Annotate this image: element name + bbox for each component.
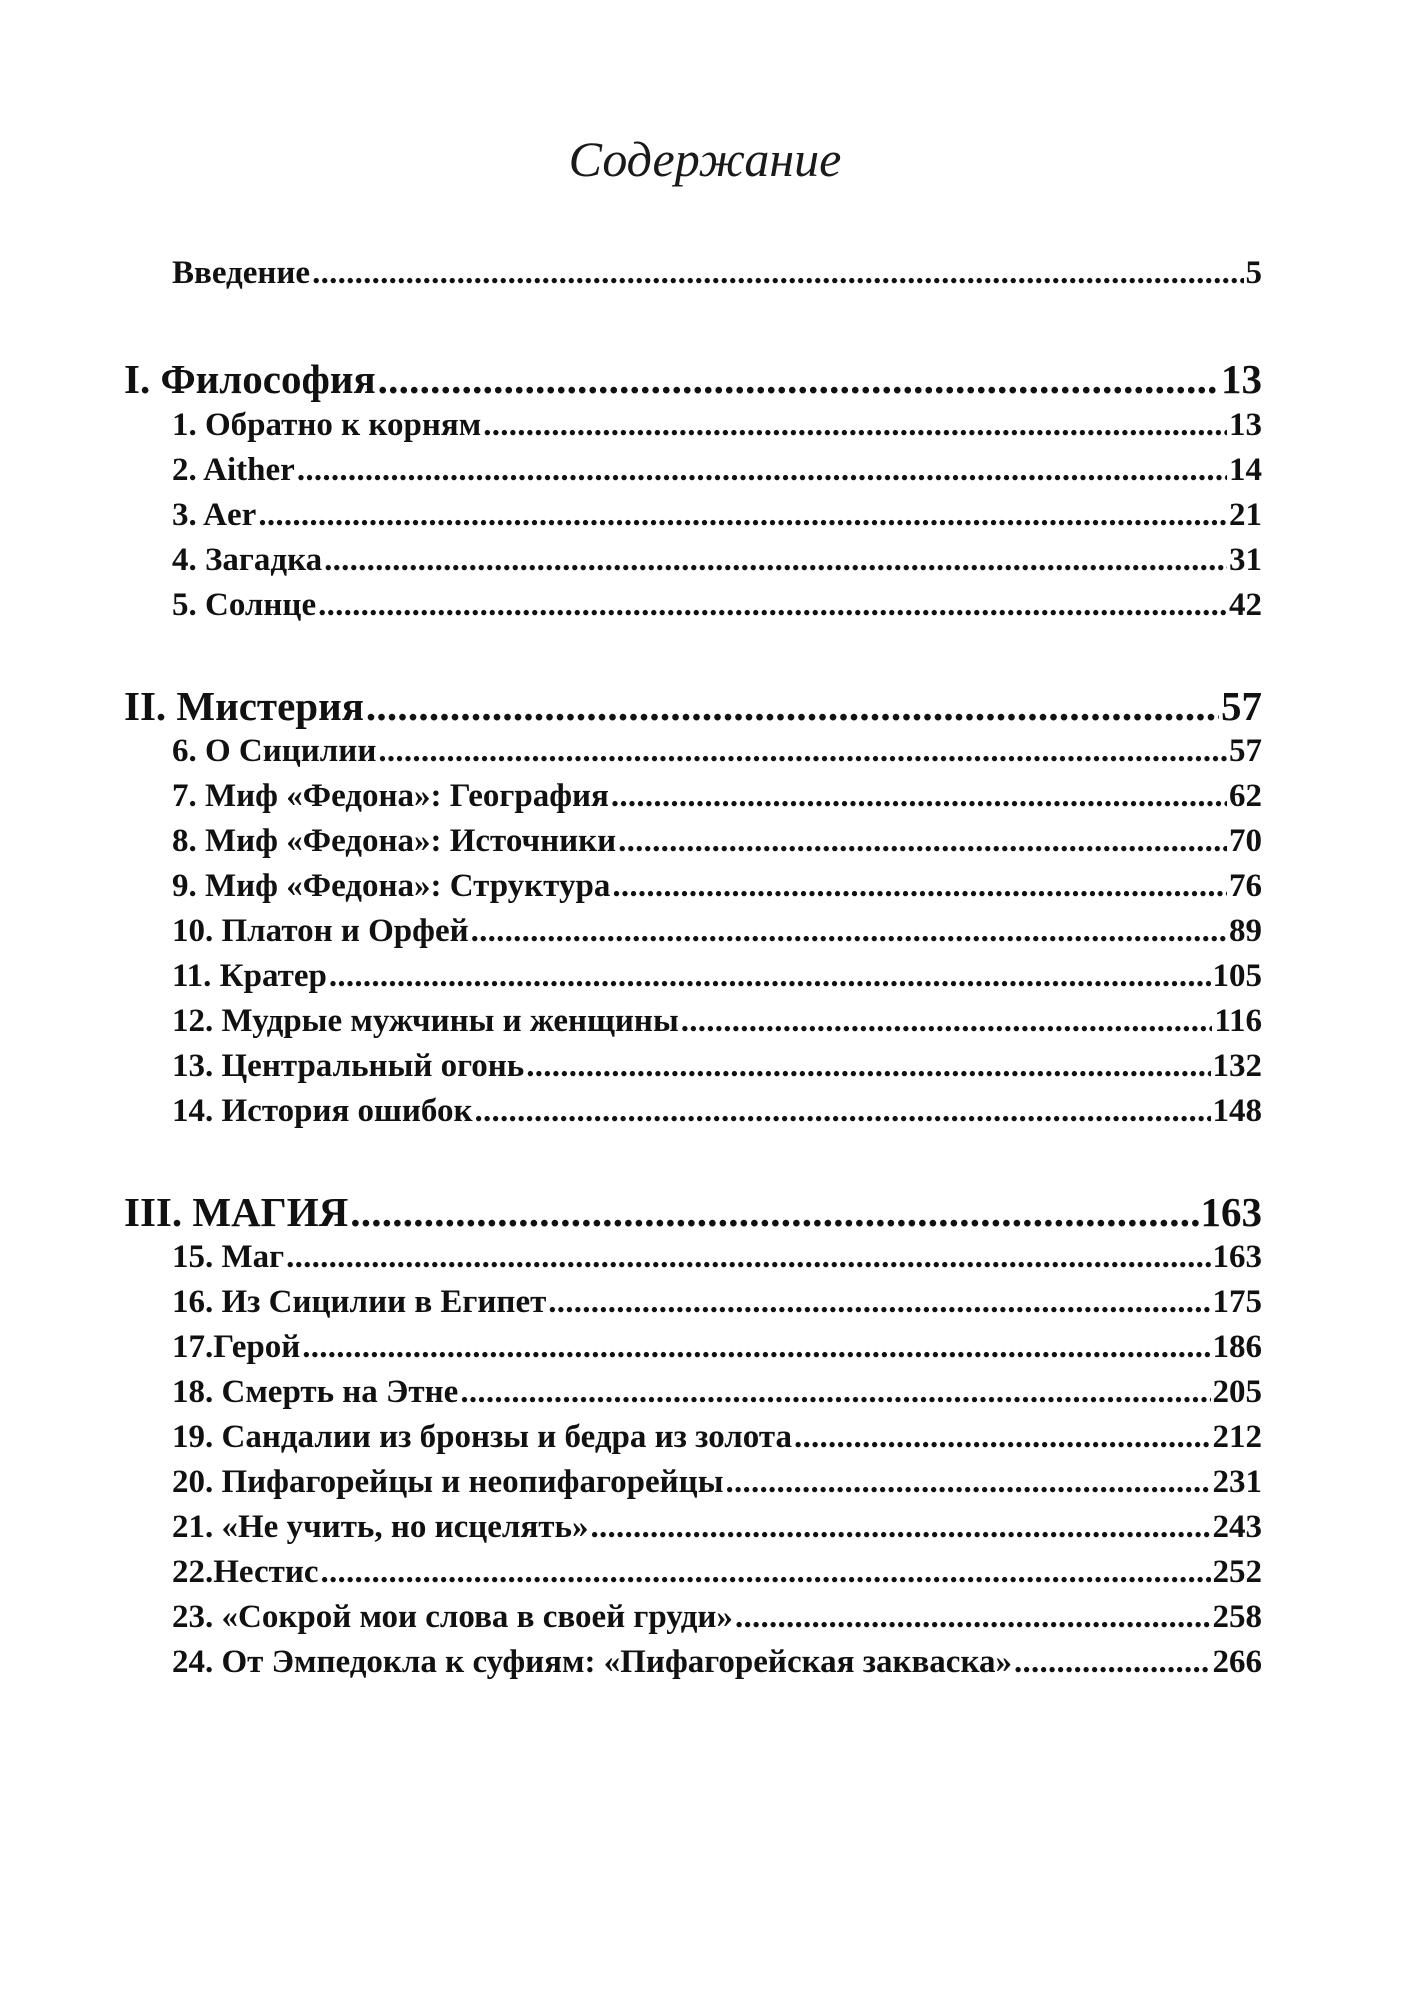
dot-leader bbox=[312, 255, 1243, 292]
dot-leader bbox=[612, 868, 1227, 905]
toc-entry-page: 212 bbox=[1212, 1419, 1262, 1455]
toc-entry[interactable] bbox=[172, 733, 1262, 777]
toc-part-label: III. МАГИЯ bbox=[124, 1189, 349, 1235]
toc-entry[interactable] bbox=[172, 1599, 1262, 1643]
toc-entry-page: 252 bbox=[1212, 1554, 1262, 1590]
dot-leader bbox=[1014, 1644, 1211, 1681]
toc-entry-intro[interactable] bbox=[172, 255, 1262, 299]
toc-entry-page: 62 bbox=[1229, 778, 1262, 814]
dot-leader bbox=[329, 958, 1211, 995]
dot-leader bbox=[526, 1048, 1210, 1085]
dot-leader bbox=[321, 1554, 1211, 1591]
dot-leader bbox=[548, 1284, 1210, 1321]
toc-entry[interactable] bbox=[172, 1048, 1262, 1092]
toc-entry-page: 31 bbox=[1229, 542, 1262, 578]
dot-leader bbox=[366, 682, 1219, 730]
toc-entry[interactable] bbox=[172, 587, 1262, 631]
dot-leader bbox=[286, 1239, 1210, 1276]
toc-part-2[interactable] bbox=[124, 682, 1262, 734]
toc-entry[interactable] bbox=[172, 958, 1262, 1002]
toc-entry-page: 89 bbox=[1229, 913, 1262, 949]
dot-leader bbox=[735, 1599, 1211, 1636]
toc-entry[interactable] bbox=[172, 1464, 1262, 1508]
toc-entry-page: 14 bbox=[1229, 452, 1262, 488]
toc-entry-page: 266 bbox=[1212, 1644, 1262, 1680]
toc-entry-page: 105 bbox=[1212, 958, 1262, 994]
toc-entry[interactable] bbox=[172, 542, 1262, 586]
toc-entry[interactable] bbox=[172, 868, 1262, 912]
toc-entry-label: 18. Смерть на Этне bbox=[172, 1374, 459, 1410]
toc-entry[interactable] bbox=[172, 1374, 1262, 1418]
toc-entry-page: 5 bbox=[1245, 255, 1262, 291]
toc-entry-label: 15. Маг bbox=[172, 1239, 285, 1275]
dot-leader bbox=[378, 733, 1227, 770]
toc-entry-page: 243 bbox=[1212, 1509, 1262, 1545]
dot-leader bbox=[475, 1093, 1211, 1130]
dot-leader bbox=[725, 1464, 1210, 1501]
toc-entry-label: 7. Миф «Федона»: География bbox=[172, 778, 609, 814]
toc-entry-label: 2. Aither bbox=[172, 452, 295, 488]
toc-entry-label: 13. Центральный огонь bbox=[172, 1048, 525, 1084]
dot-leader bbox=[324, 542, 1227, 579]
toc-entry-page: 132 bbox=[1212, 1048, 1262, 1084]
toc-entry[interactable] bbox=[172, 1419, 1262, 1463]
dot-leader bbox=[350, 1188, 1198, 1236]
dot-leader bbox=[794, 1419, 1211, 1456]
toc-entry-label: 4. Загадка bbox=[172, 542, 323, 578]
toc-part-label: I. Философия bbox=[124, 356, 376, 402]
dot-leader bbox=[611, 778, 1227, 815]
toc-part-3[interactable] bbox=[124, 1188, 1262, 1240]
toc-entry-label: 12. Мудрые мужчины и женщины bbox=[172, 1003, 679, 1039]
toc-entry-page: 13 bbox=[1229, 407, 1262, 443]
toc-part-page: 163 bbox=[1200, 1189, 1262, 1235]
dot-leader bbox=[297, 452, 1227, 489]
toc-entry-label: 3. Aer bbox=[172, 497, 257, 533]
toc-entry[interactable] bbox=[172, 1003, 1262, 1047]
dot-leader bbox=[460, 1374, 1210, 1411]
toc-entry[interactable] bbox=[172, 823, 1262, 867]
toc-entry[interactable] bbox=[172, 452, 1262, 496]
dot-leader bbox=[302, 1329, 1210, 1366]
toc-entry[interactable] bbox=[172, 1554, 1262, 1598]
toc-entry-label: 1. Обратно к корням bbox=[172, 407, 482, 443]
dot-leader bbox=[378, 355, 1219, 403]
toc-entry-label: 19. Сандалии из бронзы и бедра из золота bbox=[172, 1419, 792, 1455]
toc-part-label: II. Мистерия bbox=[124, 683, 364, 729]
page-title: Содержание bbox=[568, 131, 842, 187]
toc-entry[interactable] bbox=[172, 1644, 1262, 1688]
dot-leader bbox=[471, 913, 1227, 950]
toc-part-1[interactable] bbox=[124, 355, 1262, 407]
toc-entry-page: 186 bbox=[1212, 1329, 1262, 1365]
dot-leader bbox=[618, 823, 1227, 860]
toc-entry[interactable] bbox=[172, 778, 1262, 822]
toc-entry-label: 8. Миф «Федона»: Источники bbox=[172, 823, 617, 859]
toc-entry-label: 9. Миф «Федона»: Структура bbox=[172, 868, 611, 904]
toc-entry-label: 20. Пифагорейцы и неопифагорейцы bbox=[172, 1464, 724, 1500]
toc-entry-page: 205 bbox=[1212, 1374, 1262, 1410]
toc-entry[interactable] bbox=[172, 1329, 1262, 1373]
dot-leader bbox=[590, 1509, 1210, 1546]
toc-entry-page: 76 bbox=[1229, 868, 1262, 904]
toc-entry[interactable] bbox=[172, 1093, 1262, 1137]
toc-entry[interactable] bbox=[172, 913, 1262, 957]
dot-leader bbox=[681, 1003, 1213, 1040]
toc-entry-page: 42 bbox=[1229, 587, 1262, 623]
toc-entry-label: 11. Кратер bbox=[172, 958, 327, 994]
toc-entry-label: Введение bbox=[172, 255, 311, 291]
toc-entry-page: 70 bbox=[1229, 823, 1262, 859]
toc-entry-label: 10. Платон и Орфей bbox=[172, 913, 469, 949]
toc-entry-label: 5. Солнце bbox=[172, 587, 317, 623]
toc-entry-label: 24. От Эмпедокла к суфиям: «Пифагорейская закваска» bbox=[172, 1644, 1012, 1680]
toc-entry[interactable] bbox=[172, 1284, 1262, 1328]
toc-entry-page: 116 bbox=[1214, 1003, 1262, 1039]
toc-entry-page: 148 bbox=[1212, 1093, 1262, 1129]
toc-entry-page: 258 bbox=[1212, 1599, 1262, 1635]
toc-entry-label: 21. «Не учить, но исцелять» bbox=[172, 1509, 589, 1545]
toc-entry-page: 21 bbox=[1229, 497, 1262, 533]
toc-entry-page: 231 bbox=[1212, 1464, 1262, 1500]
toc-entry[interactable] bbox=[172, 1509, 1262, 1553]
toc-part-page: 57 bbox=[1221, 683, 1262, 729]
dot-leader bbox=[258, 497, 1227, 534]
toc-entry-label: 16. Из Сицилии в Египет bbox=[172, 1284, 547, 1320]
toc-part-page: 13 bbox=[1221, 356, 1262, 402]
dot-leader bbox=[318, 587, 1227, 624]
toc-entry-label: 22.Нестис bbox=[172, 1554, 319, 1590]
toc-entry-page: 175 bbox=[1212, 1284, 1262, 1320]
toc-entry[interactable] bbox=[172, 497, 1262, 541]
toc-entry-label: 17.Герой bbox=[172, 1329, 301, 1365]
toc-entry-label: 14. История ошибок bbox=[172, 1093, 473, 1129]
toc-entry-page: 57 bbox=[1229, 733, 1262, 769]
toc-entry[interactable] bbox=[172, 1239, 1262, 1283]
toc-entry[interactable] bbox=[172, 407, 1262, 451]
toc-entry-page: 163 bbox=[1212, 1239, 1262, 1275]
dot-leader bbox=[483, 407, 1227, 444]
toc-entry-label: 6. О Сицилии bbox=[172, 733, 377, 769]
toc-entry-label: 23. «Сокрой мои слова в своей груди» bbox=[172, 1599, 733, 1635]
